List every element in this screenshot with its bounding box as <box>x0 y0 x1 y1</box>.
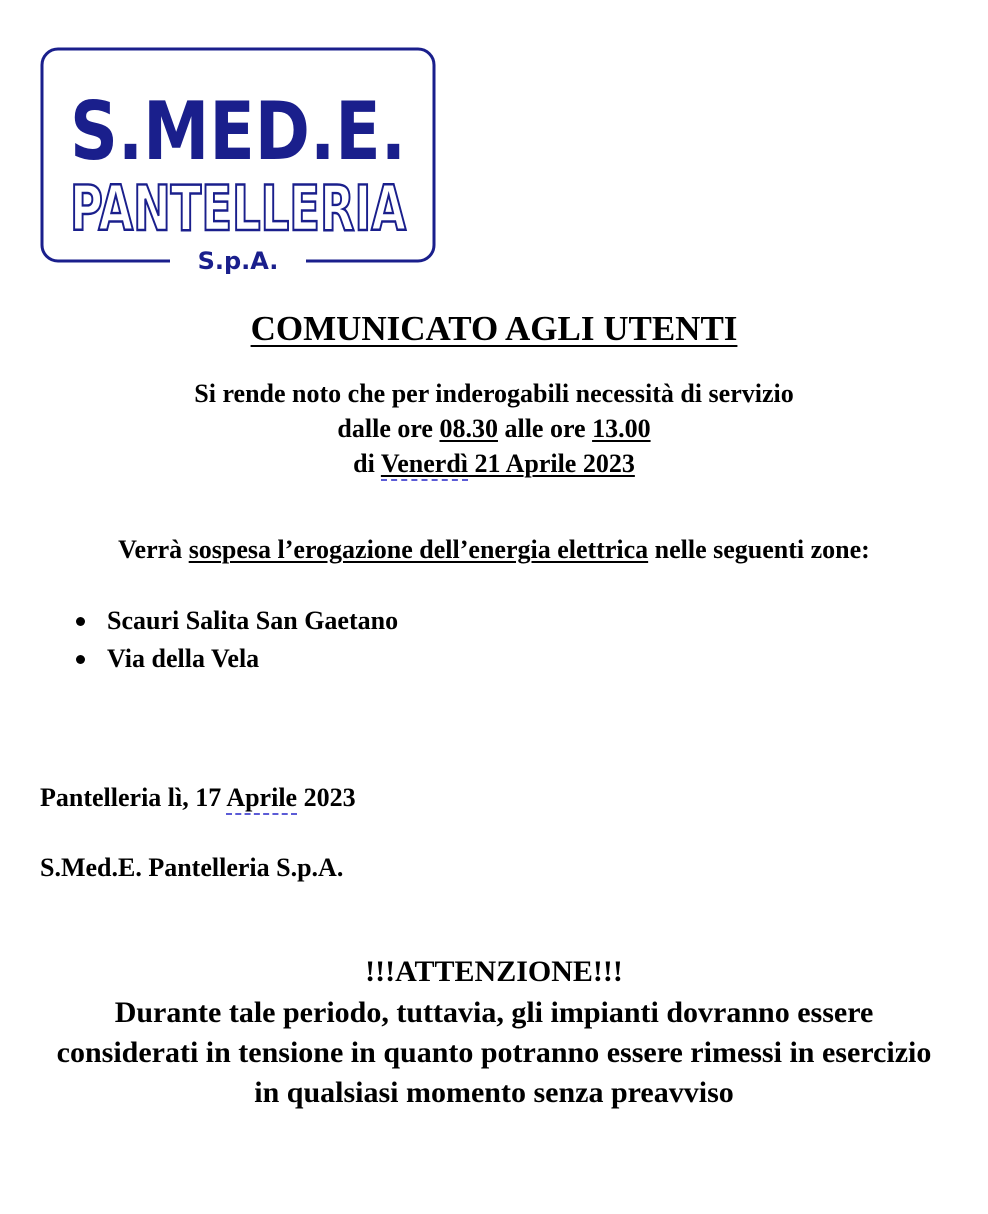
list-item: Scauri Salita San Gaetano <box>70 602 398 640</box>
intro-line-2-mid: alle ore <box>497 414 593 443</box>
place-date-prefix: Pantelleria lì, 17 <box>40 783 227 812</box>
notice-suffix: nelle seguenti zone: <box>648 535 870 564</box>
intro-line-2 <box>0 411 988 446</box>
intro-line-3 <box>0 446 988 481</box>
start-time: 08.30 <box>439 414 498 443</box>
outage-date <box>381 449 635 481</box>
intro-line-3-prefix: di <box>353 449 381 478</box>
intro-line-2-prefix: dalle ore <box>337 414 440 443</box>
end-time: 13.00 <box>592 414 651 443</box>
page-title <box>0 306 988 352</box>
warning-text: Durante tale periodo, tuttavia, gli impianti dovranno essere considerati in tensione in quanto potranno essere rimessi in esercizio in qualsiasi momento senza preavviso <box>56 996 932 1109</box>
logo-line1: S.MED.E. <box>70 85 406 178</box>
list-item: Via della Vela <box>70 640 398 678</box>
outage-date-rest: 21 Aprile 2023 <box>468 449 635 478</box>
notice-prefix: Verrà <box>118 535 189 564</box>
logo-line3: S.p.A. <box>197 247 279 275</box>
outage-weekday: Venerdì <box>381 449 468 481</box>
attention-heading: !!!ATTENZIONE!!! <box>365 955 623 988</box>
place-date-year: 2023 <box>297 783 356 812</box>
company-logo <box>40 47 436 275</box>
intro-line-1: Si rende noto che per inderogabili necessità di servizio <box>194 379 794 408</box>
place-and-date <box>40 780 356 815</box>
logo-line2: PANTELLERIA <box>70 172 406 245</box>
notice-highlight: sospesa l’erogazione dell’energia elettrica <box>188 535 649 564</box>
intro-paragraph <box>0 376 988 481</box>
signature: S.Med.E. Pantelleria S.p.A. <box>40 853 344 882</box>
title-text: COMUNICATO AGLI UTENTI <box>250 309 738 348</box>
zone-list <box>70 602 398 678</box>
outage-notice <box>0 532 988 567</box>
place-date-month: Aprile <box>226 783 297 815</box>
